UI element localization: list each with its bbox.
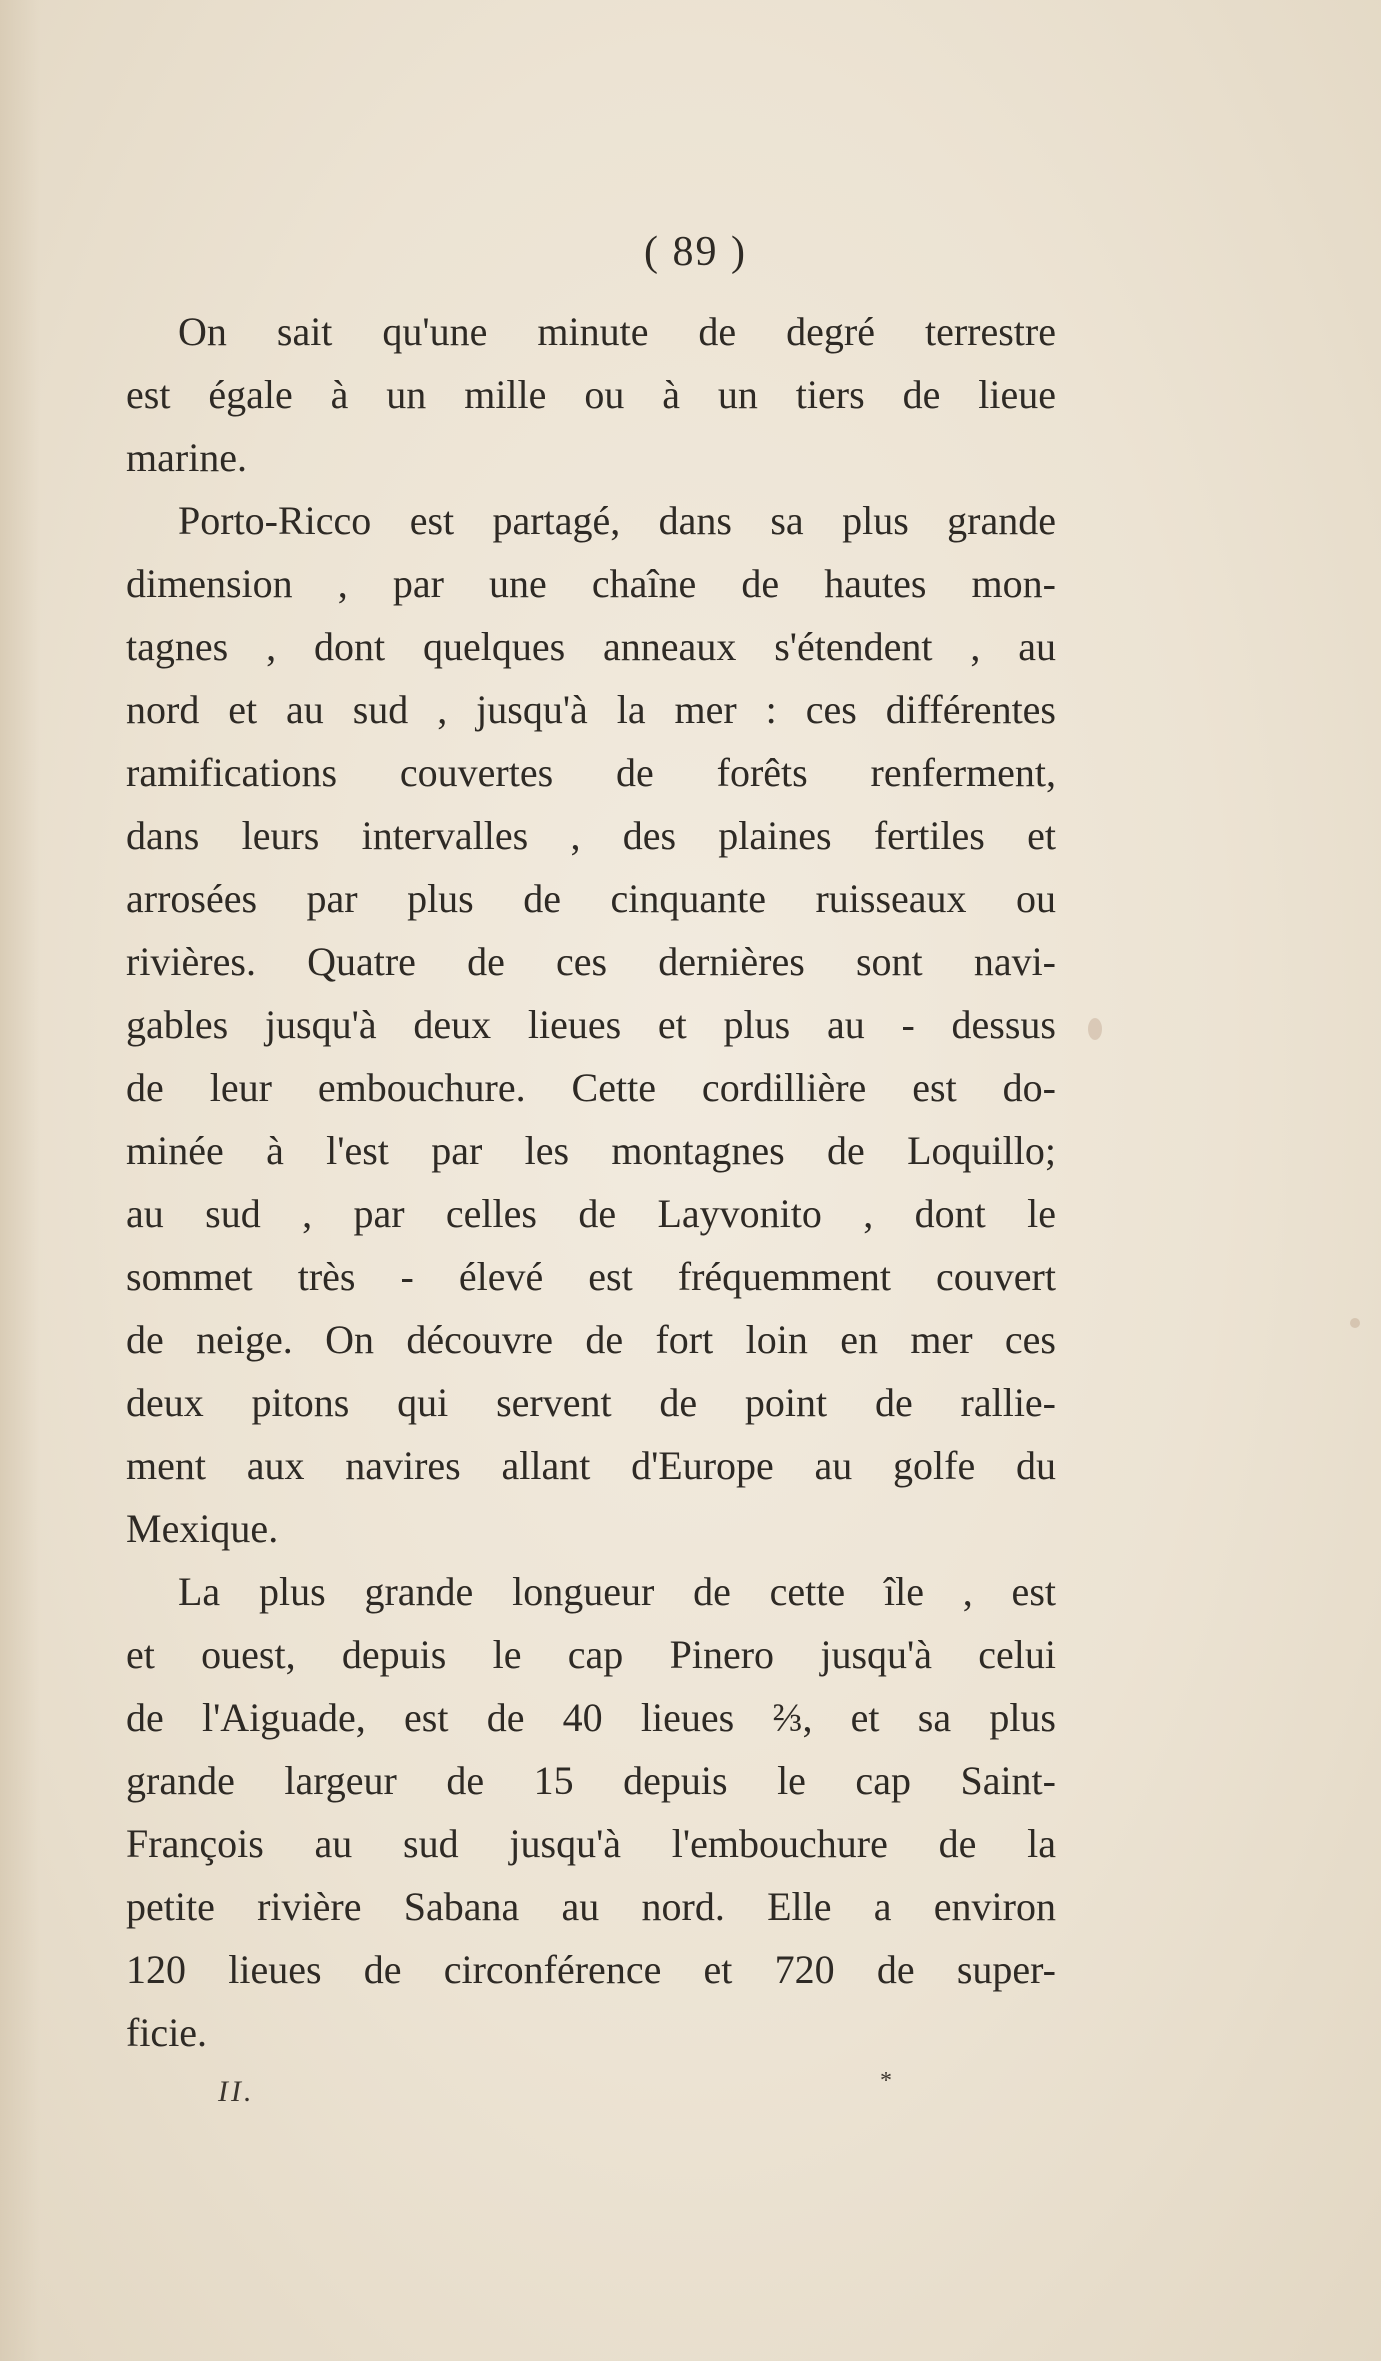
text-line: ficie.: [126, 2010, 208, 2055]
text-line: dans leurs intervalles , des plaines fertiles et: [126, 813, 1056, 858]
body-text: [126, 300, 1056, 2064]
text-line: petite rivière Sabana au nord. Elle a environ: [126, 1884, 1056, 1929]
text-line: ment aux navires allant d'Europe au golfe du: [126, 1443, 1056, 1488]
text-line: La plus grande longueur de cette île , est: [178, 1569, 1056, 1614]
text-line: Porto-Ricco est partagé, dans sa plus grande: [178, 498, 1056, 543]
text-line: de leur embouchure. Cette cordillière est do-: [126, 1065, 1056, 1110]
text-line: grande largeur de 15 depuis le cap Saint-: [126, 1758, 1056, 1803]
text-line: arrosées par plus de cinquante ruisseaux ou: [126, 876, 1056, 921]
asterisk-mark: *: [880, 2068, 892, 2094]
text-line: et ouest, depuis le cap Pinero jusqu'à celui: [126, 1632, 1056, 1677]
text-line: dimension , par une chaîne de hautes mon-: [126, 561, 1056, 606]
page-number: ( 89 ): [644, 229, 747, 275]
text-line: François au sud jusqu'à l'embouchure de la: [126, 1821, 1056, 1866]
paper-stain: [1350, 1318, 1360, 1328]
paragraph-1: [126, 300, 1056, 489]
text-line: minée à l'est par les montagnes de Loquillo;: [126, 1128, 1056, 1173]
text-line: au sud , par celles de Layvonito , dont le: [126, 1191, 1056, 1236]
text-line: gables jusqu'à deux lieues et plus au - dessus: [126, 1002, 1056, 1047]
text-line: marine.: [126, 435, 248, 480]
paper-stain: [1088, 1018, 1102, 1040]
text-line: de neige. On découvre de fort loin en mer ces: [126, 1317, 1056, 1362]
text-line: Mexique.: [126, 1506, 279, 1551]
text-line: ramifications couvertes de forêts renferment,: [126, 750, 1056, 795]
text-line: On sait qu'une minute de degré terrestre: [178, 309, 1056, 354]
text-line: deux pitons qui servent de point de rallie-: [126, 1380, 1056, 1425]
text-line: rivières. Quatre de ces dernières sont navi-: [126, 939, 1056, 984]
text-line: de l'Aiguade, est de 40 lieues ⅔, et sa plus: [126, 1695, 1056, 1740]
text-line: est égale à un mille ou à un tiers de lieue: [126, 372, 1056, 417]
text-line: sommet très - élevé est fréquemment couvert: [126, 1254, 1056, 1299]
text-line: tagnes , dont quelques anneaux s'étendent , au: [126, 624, 1056, 669]
paragraph-2: [126, 489, 1056, 1560]
paragraph-3: [126, 1560, 1056, 2064]
text-line: nord et au sud , jusqu'à la mer : ces différentes: [126, 687, 1056, 732]
signature-mark: II.: [218, 2075, 255, 2108]
text-line: 120 lieues de circonférence et 720 de super-: [126, 1947, 1056, 1992]
